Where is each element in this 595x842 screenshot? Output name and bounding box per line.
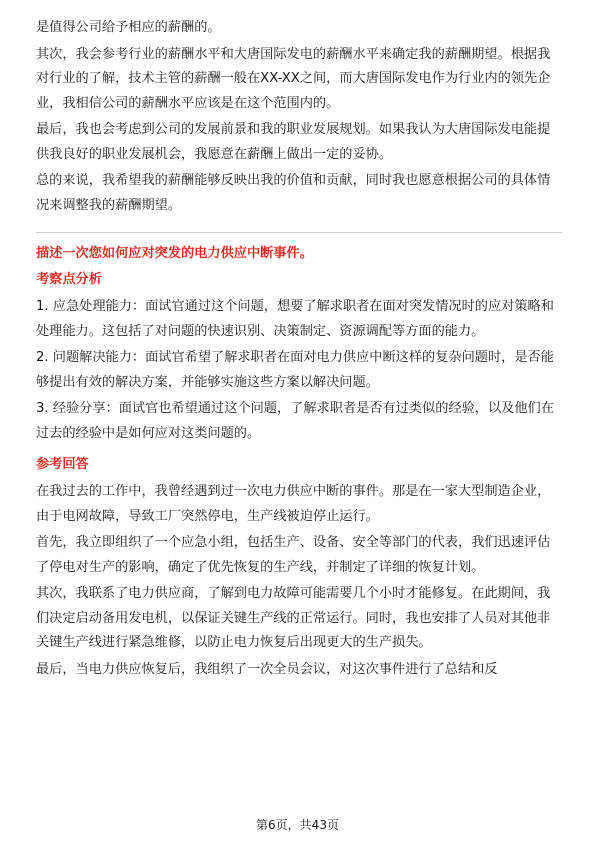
analysis-item: 1. 应急处理能力：面试官通过这个问题，想要了解求职者在面对突发情况时的应对策略和处理能力。这包括了对问题的快速识别、决策制定、资源调配等方面的能力。: [36, 299, 554, 339]
answer-paragraph: 在我过去的工作中，我曾经遇到过一次电力供应中断的事件。那是在一家大型制造企业，由于电网故障，导致工厂突然停电，生产线被迫停止运行。: [36, 484, 551, 524]
intro-paragraph: 最后，我也会考虑到公司的发展前景和我的职业发展规划。如果我认为大唐国际发电能提供我良好的职业发展机会，我愿意在薪酬上做出一定的妥协。: [36, 122, 551, 162]
answer-paragraph: 最后，当电力供应恢复后，我组织了一次全员会议，对这次事件进行了总结和反: [36, 661, 498, 677]
intro-paragraph: 其次，我会参考行业的薪酬水平和大唐国际发电的薪酬水平来确定我的薪酬期望。根据我对行业的了解，技术主管的薪酬一般在XX-XX之间，而大唐国际发电作为行业内的领先企业，我相信公司的薪酬水平应该是在这个范围内的。: [36, 46, 551, 111]
answer-body: [36, 480, 562, 682]
page-content: [36, 16, 562, 684]
analysis-list: [36, 295, 562, 446]
section-divider: [36, 232, 562, 233]
intro-section: [36, 16, 562, 218]
answer-paragraph: 首先，我立即组织了一个应急小组，包括生产、设备、安全等部门的代表，我们迅速评估了停电对生产的影响，确定了优先恢复的生产线，并制定了详细的恢复计划。: [36, 535, 551, 575]
question-heading: 描述一次您如何应对突发的电力供应中断事件。: [36, 246, 313, 261]
intro-paragraph: 是值得公司给予相应的薪酬的。: [36, 20, 221, 35]
analysis-item: 3. 经验分享：面试官也希望通过这个问题，了解求职者是否有过类似的经验，以及他们在过去的经验中是如何应对这类问题的。: [36, 401, 554, 441]
answer-heading: 参考回答: [36, 457, 89, 472]
analysis-item: 2. 问题解决能力：面试官希望了解求职者在面对电力供应中断这样的复杂问题时，是否能够提出有效的解决方案，并能够实施这些方案以解决问题。: [36, 350, 554, 390]
answer-paragraph: 其次，我联系了电力供应商，了解到电力故障可能需要几个小时才能修复。在此期间，我们决定启动备用发电机，以保证关键生产线的正常运行。同时，我也安排了人员对其他非关键生产线进行紧急维修，以防止电力恢复后出现更大的生产损失。: [36, 586, 551, 650]
analysis-heading: 考察点分析: [36, 272, 102, 287]
page-number-footer: 第6页，共43页: [256, 818, 339, 832]
intro-paragraph: 总的来说，我希望我的薪酬能够反映出我的价值和贡献，同时我也愿意根据公司的具体情况来调整我的薪酬期望。: [36, 173, 551, 213]
